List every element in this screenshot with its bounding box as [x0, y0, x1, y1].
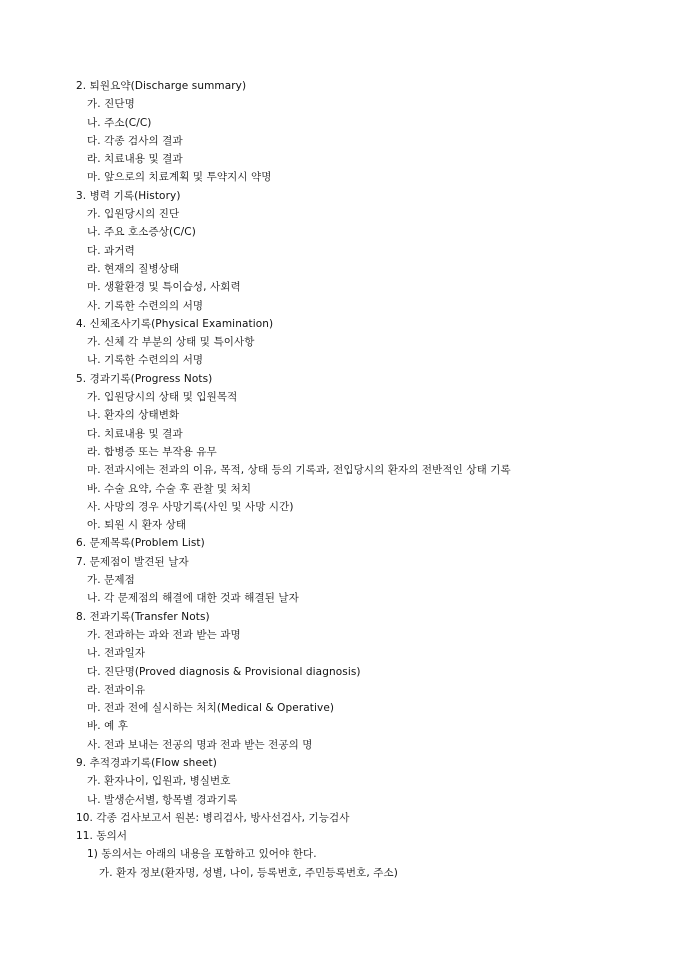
list-item: 다. 치료내용 및 결과 [87, 427, 183, 440]
list-item: 라. 치료내용 및 결과 [87, 153, 183, 166]
list-item: 마. 생활환경 및 특이습성, 사회력 [87, 281, 241, 294]
list-item: 다. 진단명(Proved diagnosis & Provisional diagnosis) [87, 665, 361, 678]
document-body [76, 77, 666, 882]
list-item: 라. 현재의 질병상태 [87, 262, 180, 275]
section-heading: 4. 신체조사기록(Physical Examination) [76, 317, 274, 330]
section-heading: 3. 병력 기록(History) [76, 189, 181, 202]
list-item: 마. 전과 전에 실시하는 처치(Medical & Operative) [87, 702, 335, 715]
section-heading: 10. 각종 검사보고서 원본: 병리검사, 방사선검사, 기능검사 [76, 811, 350, 824]
section-heading: 8. 전과기록(Transfer Nots) [76, 610, 210, 623]
list-item: 가. 환자 정보(환자명, 성별, 나이, 등록번호, 주민등록번호, 주소) [99, 866, 398, 879]
list-item: 1) 동의서는 아래의 내용을 포함하고 있어야 한다. [87, 848, 317, 861]
section-heading: 7. 문제점이 발견된 날자 [76, 555, 189, 568]
list-item: 나. 주요 호소증상(C/C) [87, 226, 196, 239]
list-item: 라. 합병증 또는 부작용 유무 [87, 445, 217, 458]
list-item: 바. 예 후 [87, 720, 129, 733]
list-item: 가. 신체 각 부분의 상태 및 특이사항 [87, 336, 255, 349]
list-item: 사. 기록한 수련의의 서명 [87, 299, 204, 312]
list-item: 다. 과거력 [87, 244, 135, 257]
list-item: 사. 사망의 경우 사망기록(사인 및 사망 시간) [87, 500, 294, 513]
list-item: 라. 전과이유 [87, 683, 146, 696]
list-item: 나. 기록한 수련의의 서명 [87, 354, 204, 367]
list-item: 바. 수술 요약, 수술 후 관찰 및 처치 [87, 482, 252, 495]
section-heading: 9. 추적경과기록(Flow sheet) [76, 756, 217, 769]
list-item: 가. 환자나이, 입원과, 병실번호 [87, 775, 231, 788]
list-item: 마. 앞으로의 치료계획 및 투약지시 약명 [87, 171, 272, 184]
list-item: 사. 전과 보내는 전공의 명과 전과 받는 전공의 명 [87, 738, 313, 751]
list-item: 나. 전과일자 [87, 647, 146, 660]
list-item: 가. 입원당시의 상태 및 입원목적 [87, 391, 238, 404]
list-item: 나. 각 문제점의 해결에 대한 것과 해결된 날자 [87, 592, 299, 605]
list-item: 나. 환자의 상태변화 [87, 409, 180, 422]
list-item: 다. 각종 검사의 결과 [87, 134, 183, 147]
list-item: 가. 진단명 [87, 98, 135, 111]
list-item: 가. 문제점 [87, 574, 135, 587]
section-heading: 5. 경과기록(Progress Nots) [76, 372, 213, 385]
list-item: 마. 전과시에는 전과의 이유, 목적, 상태 등의 기록과, 전입당시의 환자의 전반적인 상태 기록 [87, 464, 511, 477]
list-item: 가. 전과하는 과와 전과 받는 과명 [87, 628, 241, 641]
section-heading: 2. 퇴원요약(Discharge summary) [76, 80, 247, 92]
list-item: 가. 입원당시의 진단 [87, 208, 180, 221]
list-item: 아. 퇴원 시 환자 상태 [87, 519, 187, 532]
section-heading: 6. 문제목록(Problem List) [76, 537, 205, 550]
list-item: 나. 발생순서별, 항목별 경과기록 [87, 793, 238, 806]
section-heading: 11. 동의서 [76, 830, 128, 843]
list-item: 나. 주소(C/C) [87, 116, 152, 129]
